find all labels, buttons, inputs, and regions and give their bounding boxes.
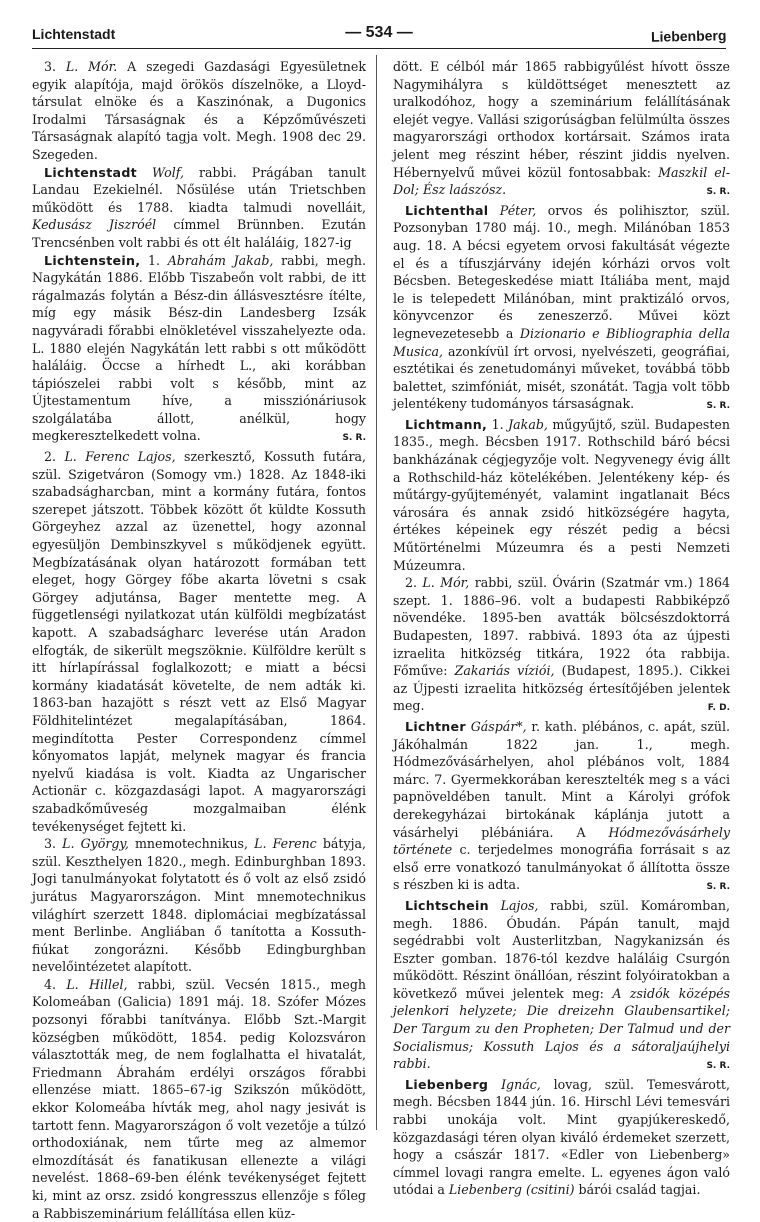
entry-paragraph	[32, 448, 366, 835]
author-signature: S. R.	[706, 401, 730, 412]
italic-text: Wolf,	[152, 164, 184, 180]
italic-text: Liebenberg (csitini)	[448, 1182, 575, 1198]
entry-text: 2.	[405, 575, 423, 591]
entry-text	[488, 203, 499, 218]
page-number: — 534 —	[345, 24, 413, 41]
entry-text	[137, 165, 152, 180]
entry-text: bárói család tagjai.	[574, 1182, 701, 1198]
italic-text: A zsidók középés jelenkori helyzete; Die dreizehn Glaubensartikel; Der Targum zu den Propheten; Der Talmud und der Socialismus; Kossuth Lajos és a sátoraljaújhelyi rabbi.	[393, 985, 730, 1072]
right-column	[393, 58, 730, 1199]
entry-paragraph	[393, 1076, 730, 1199]
italic-text: L. Ferenc	[254, 836, 317, 852]
header-right-keyword: Liebenberg	[650, 27, 727, 45]
entry-text	[489, 898, 501, 913]
entry-text: rabbi. Prágában tanult Landau Ezekielnél. Nősülése után Trietschben működött és 1788. kiadta talmudi novelláit,	[32, 164, 366, 215]
entry-paragraph	[393, 58, 730, 202]
entry-text: A szegedi Gazdasági Egyesületnek egyik alapítója, majd örökös díszelnöke, a Lloyd-társulat elnöke és a Kaszinónak, a Dugonics Irodalmi Társaságnak és a Képzőművészeti Társaságnak alapító tagja volt. Megh. 1908 dec 29. Szegeden.	[32, 59, 366, 162]
left-column	[32, 58, 366, 1222]
header-left-keyword: Lichtenstadt	[32, 26, 116, 42]
entry-text: rabbi, szül. Óvárin (Szatmár vm.) 1864 szept. 1. 1886–96. volt a budapesti Rabbiképző növendéke. 1895-ben avatták bölcsészdoktorrá Budapesten, 1897. rabbivá. 1893 óta az újpesti izraelita hitközség titkára, 1922 óta rabbija. Főműve:	[393, 575, 730, 679]
italic-text: Abrahám Jakab,	[167, 252, 274, 268]
author-signature: S. R.	[706, 1061, 730, 1072]
author-signature: F. D.	[707, 703, 730, 714]
entry-text: címmel Brünnben. Ezután Trencsénben volt rabbi és ott élt haláláig, 1827-ig	[32, 217, 367, 250]
entry-text: bátyja, szül. Keszthelyen 1820., megh. Edinburghban 1893. Jogi tanulmányokat folytatott és ő volt az első zsidó jurátus Magyarországon. Mint mnemotechnikus világhírt szerzett 1848. diplomáciai megbízatással ment Berlinbe. Angliában ő tanította a Kossuth-fiúkat zongorázni. Később Edingburghban nevelőintézetet alapított.	[32, 836, 366, 975]
italic-text: Maszkil el-Dol; Ész laászósz.	[393, 164, 730, 198]
entry-headword: Lichtenstadt	[44, 164, 137, 180]
italic-text: Kedusász Jiszróél	[32, 217, 157, 233]
entry-headword: Lichtmann,	[405, 416, 488, 432]
entry-text: 1.	[487, 416, 509, 432]
italic-text: L. Hillel,	[66, 976, 128, 992]
entry-text: r. kath. plébános, c. apát, szül. Jákóhalmán 1822 jan. 1., megh. Hódmezővásárhelyen, ahol plébános volt, 1884 márc. 7. Gyermekkorában keresztelték meg s a váci papnöveldében tanult. Mint a Károlyi grófok derekegyházai birtokának káplánja jutott a vásárhelyi plébániára. A	[393, 718, 730, 840]
entry-text: lovag, szül. Temesvárott, megh. Bécsben 1844 jún. 16. Hirschl Lévi temesvári rabbi unokája volt. Mint gyapjúkereskedő, közgazdasági téren olyan kiváló érdemeket szerzett, hogy a császár 1817. «Edler von Liebenberg» címmel lovagi rangra emelte. L. egyenes ágon való utódai a	[393, 1076, 730, 1198]
entry-text: rabbi, szül. Vecsén 1815., megh Kolomeában (Galicia) 1891 máj. 18. Szófer Mózes pozsonyi főrabbi tanítványa. Előbb Szt.-Margit községben működött, 1854. pedig Kolozsváron választották meg, de nem foglalhatta el hivatalát, Friedmann Ábrahám erdélyi országos főrabbi ellenzése miatt. 1865–67-ig Szikszón működött, ekkor Kolomeába hívták meg, ahol nagy jesivát is tartott fenn. Magyarországon ő volt vezetője a túlzó orthodoxiának, nem tűrte meg az almemor elmozdítását és fanatikusan ellenezte a világi nevelést. 1868–69-ben élénk tevékenységet fejtett ki, mint az orsz. zsidó kongresszus ellenzője s főleg a Rabbiszeminárium felállítása ellen küz-	[32, 976, 366, 1221]
entry-text: műgyűjtő, szül. Budapesten 1835., megh. Bécsben 1917. Rothschild báró bécsi bankházának cégjegyzője volt. Negyvenegy évig állt a Rothschild-ház kötelékében. Jelentékeny kép- és műtárgy-gyűjteményét, valamint ingatlanait Bécs városára és annak zsidó hitközségére hagyta, értékes képeinek egy részét pedig a bécsi Műtörténelmi Múzeumra és a pesti Nemzeti Múzeumra.	[393, 416, 730, 573]
entry-headword: Lichtenthal	[405, 202, 489, 218]
entry-paragraph	[393, 416, 730, 574]
entry-text: dött. E célból már 1865 rabbigyűlést hívott össze Nagymihályra s küldöttséget menesztett az uralkodóhoz, hogy a szeminárium felállításának elejét vegye. Vallási szigorúságban felülmúlta összes magyarországi orthodox kortársait. Számos irata jelent meg részint héber, részint jiddis nyelven. Hébernyelvű művei közül fontosabbak:	[393, 59, 730, 180]
entry-text: 3.	[44, 59, 66, 74]
entry-text: rabbi, megh. Nagykátán 1886. Előbb Tiszabeőn volt rabbi, de itt rágalmazás folytán a Bész-din állásvesztésre ítélte, míg egy másik Bész-din Landesberg Izsák nagyváradi főrabbi elnökletével visszahelyezte oda. L. 1880 elején Nagykátán lett rabbi s ott működött haláláig. Öccse a hírhedt L., aki korábban tápiószelei rabbi volt s később, mint az Újtestamentum híve, a missziónáriusok szolgálatába állott, anélkül, hogy megkeresztelkedett volna.	[32, 252, 366, 444]
italic-text: Dizionario e Bibliographia della Musica,	[393, 325, 730, 359]
entry-paragraph	[32, 835, 366, 976]
entry-paragraph	[393, 202, 730, 416]
entry-text: mnemotechnikus,	[128, 836, 255, 852]
italic-text: Jakab,	[508, 416, 548, 432]
column-divider	[376, 55, 377, 1130]
entry-headword: Lichtschein	[405, 897, 489, 913]
entry-headword: Liebenberg	[405, 1076, 489, 1092]
italic-text: L. Mór.	[65, 59, 118, 74]
entry-text: 3.	[44, 836, 63, 852]
entry-text: rabbi, szül. Komáromban, megh. 1886. Óbudán. Pápán tanult, majd segédrabbi volt Austerlitzban, Nagykanizsán és Eszter gomban. 1876-tól kezdve haláláig Csurgón működött. Részint önállóan, részint folyóiratokban a következő művei jelentek meg:	[393, 897, 730, 1001]
italic-text: Gáspár*,	[470, 718, 527, 734]
italic-text: L. Mór,	[422, 575, 470, 591]
entry-paragraph	[393, 574, 730, 718]
running-header	[32, 22, 726, 48]
italic-text: L. György,	[62, 836, 129, 852]
header-rule	[32, 48, 726, 49]
entry-paragraph	[393, 897, 730, 1076]
entry-text: 4.	[44, 976, 67, 992]
italic-text: Péter,	[499, 202, 537, 218]
italic-text: Ignác,	[501, 1076, 541, 1092]
entry-text: 1.	[140, 252, 168, 268]
italic-text: Zakariás víziói,	[454, 663, 555, 679]
entry-text: azonkívül írt orvosi, nyelvészeti, geográfiai, esztétikai és zenetudományi műveket, továbbá több balettet, szimfóniát, misét, szonátát. Tagja volt több jelentékeny tudományos társaságnak.	[393, 343, 730, 412]
entry-paragraph	[393, 718, 730, 897]
entry-text	[488, 1077, 501, 1092]
italic-text: L. Ferenc Lajos,	[64, 449, 176, 465]
entry-headword: Lichtenstein,	[44, 252, 141, 268]
italic-text: Hódmezővásárhely története	[393, 824, 730, 858]
entry-text: c. terjedelmes monográfia forrásait s az első erre vonatkozó tanulmányokat ő állította össze s részben ki is adta.	[393, 842, 730, 893]
entry-text: szerkesztő, Kossuth futára, szül. Szigetváron (Somogy vm.) 1828. Az 1848-iki szabadságharcban, mint a kormány futára, fontos szerepet játszott. Többek között őt küldte Kossuth Görgeyhez azzal az üzenettel, hogy azonnal egyesüljön Dembinszkyvel s működjenek együtt. Megbízatásának olyan határozott formában tett eleget, hogy Görgey főbe akarta lövetni s csak Görgey adjutánsa, Bager mentette meg. A függetlenségi nyilatkozat után külföldi megbízatást kapott. A szabadságharc leverése után Aradon elfogták, de sikerült megszöknie. Külföldre került s itt hírlapírással foglalkozott; e miatt a bécsi kormány kiadatását követelte, de nem adták ki. 1863-ban hazajött s részt vett az Első Magyar Földhitelintézet megalapításában, 1864. megindította Pester Correspondenz címmel kőnyomatos lapját, melynek magyar és francia nyelvű kiadása is volt. Kiadta az Ungarischer Actionär c. közgazdasági lapot. A magyarországi szabadkőműveség mozgalmaiban élénk tevékenységet fejtett ki.	[32, 449, 366, 834]
entry-paragraph	[32, 58, 366, 164]
author-signature: S. R.	[706, 187, 730, 198]
entry-paragraph	[32, 164, 366, 252]
entry-headword: Lichtner	[405, 718, 466, 734]
entry-text: (Budapest, 1895.). Cikkei az Újpesti izraelita hitközség értesítőjében jelentek meg.	[393, 663, 731, 714]
entry-paragraph	[32, 252, 366, 449]
entry-paragraph	[32, 976, 366, 1222]
entry-text: orvos és polihisztor, szül. Pozsonyban 1780 máj. 10., megh. Milánóban 1853 aug. 18. A bécsi egyetem orvosi fakultását végezte el és a tífuszjárvány idején kórházi orvos volt Bécsben. Betegeskedése miatt Itáliába ment, majd le is telepedett Milánóban, mint praktizáló orvos, könyvcenzor és zeneszerző. Művei közt legnevezetesebb a	[393, 202, 730, 341]
author-signature: S. R.	[342, 433, 366, 444]
author-signature: S. R.	[706, 882, 730, 893]
entry-text: 2.	[44, 449, 65, 465]
italic-text: Lajos,	[500, 897, 539, 913]
